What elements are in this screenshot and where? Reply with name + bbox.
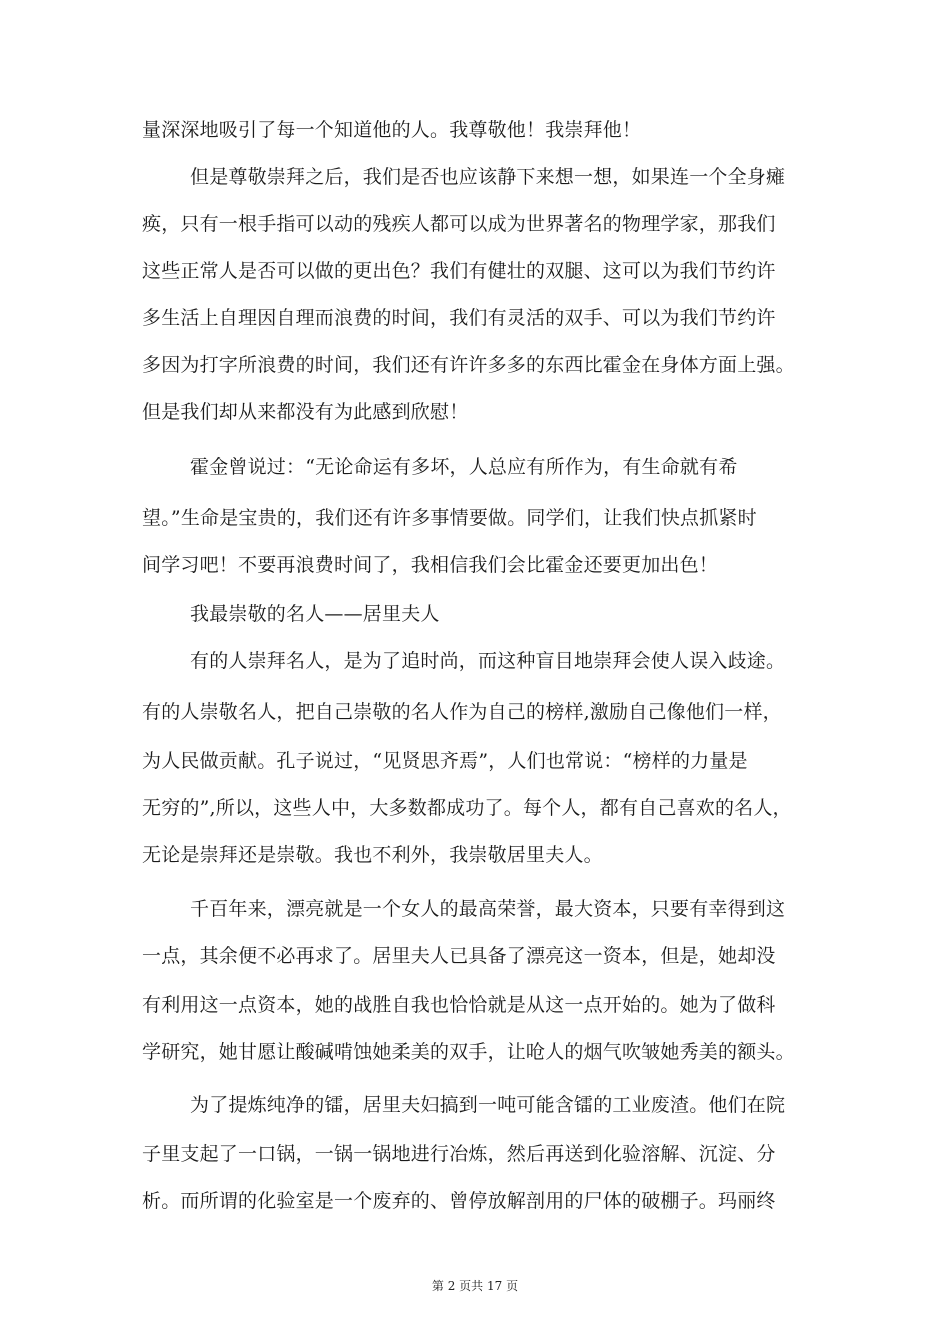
text-line: 量深深地吸引了每一个知道他的人。我尊敬他！我崇拜他！ xyxy=(142,119,642,141)
text-line: 多生活上自理因自理而浪费的时间，我们有灵活的双手、可以为我们节约许 xyxy=(142,307,776,329)
text-line: 望。”生命是宝贵的，我们还有许多事情要做。同学们，让我们快点抓紧时 xyxy=(142,507,757,529)
text-line: 学研究，她甘愿让酸碱啃蚀她柔美的双手，让呛人的烟气吹皱她秀美的额头。 xyxy=(142,1041,795,1063)
text-line: 有利用这一点资本，她的战胜自我也恰恰就是从这一点开始的。她为了做科 xyxy=(142,994,776,1016)
page-number-footer: 第 2 页共 17 页 xyxy=(431,1279,519,1293)
paragraph-first-line: 霍金曾说过：“无论命运有多坏，人总应有所作为，有生命就有希 xyxy=(190,456,738,478)
text-line: 析。而所谓的化验室是一个废弃的、曾停放解剖用的尸体的破棚子。玛丽终 xyxy=(142,1190,776,1212)
text-line: 间学习吧！不要再浪费时间了，我相信我们会比霍金还要更加出色！ xyxy=(142,554,719,576)
paragraph-first-line: 但是尊敬崇拜之后，我们是否也应该静下来想一想，如果连一个全身瘫 xyxy=(190,166,786,188)
text-line: 但是我们却从来都没有为此感到欣慰！ xyxy=(142,401,469,423)
section-title: 我最崇敬的名人——居里夫人 xyxy=(190,603,440,625)
text-line: 子里支起了一口锅，一锅一锅地进行冶炼，然后再送到化验溶解、沉淀、分 xyxy=(142,1143,776,1165)
text-line: 痪，只有一根手指可以动的残疾人都可以成为世界著名的物理学家，那我们 xyxy=(142,213,776,235)
text-line: 多因为打字所浪费的时间，我们还有许许多多的东西比霍金在身体方面上强。 xyxy=(142,354,795,376)
paragraph-first-line: 有的人崇拜名人，是为了追时尚，而这种盲目地崇拜会使人误入歧途。 xyxy=(190,650,786,672)
paragraph-first-line: 为了提炼纯净的镭，居里夫妇搞到一吨可能含镭的工业废渣。他们在院 xyxy=(190,1094,786,1116)
text-line: 无论是崇拜还是崇敬。我也不利外，我崇敬居里夫人。 xyxy=(142,844,603,866)
text-line: 无穷的”,所以，这些人中，大多数都成功了。每个人，都有自己喜欢的名人， xyxy=(142,797,792,819)
text-line: 这些正常人是否可以做的更出色？我们有健壮的双腿、这可以为我们节约许 xyxy=(142,260,776,282)
text-line: 有的人崇敬名人，把自己崇敬的名人作为自己的榜样,激励自己像他们一样， xyxy=(142,701,782,723)
paragraph-first-line: 千百年来，漂亮就是一个女人的最高荣誉，最大资本，只要有幸得到这 xyxy=(190,898,786,920)
text-line: 为人民做贡献。孔子说过，“见贤思齐焉”，人们也常说：“榜样的力量是 xyxy=(142,750,748,772)
text-line: 一点，其余便不必再求了。居里夫人已具备了漂亮这一资本，但是，她却没 xyxy=(142,945,776,967)
